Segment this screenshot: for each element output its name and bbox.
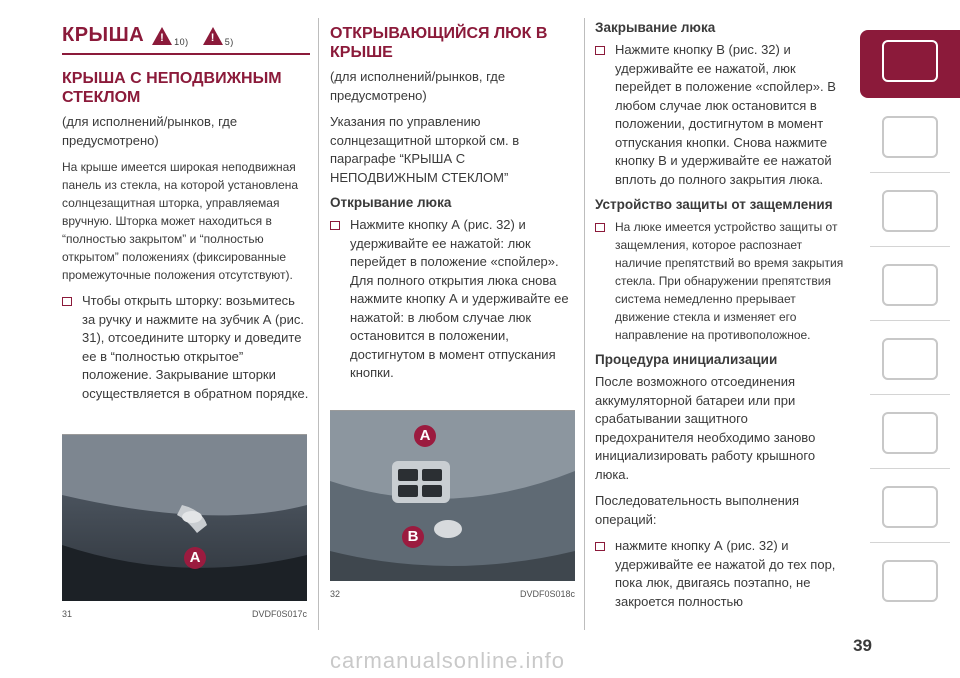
bullet-open-sunroof — [330, 216, 575, 383]
sidebar-divider — [870, 320, 950, 321]
sidebar-divider — [870, 394, 950, 395]
sidebar-item-car-info[interactable] — [860, 30, 960, 98]
main-title — [62, 24, 310, 47]
middle-column — [330, 24, 575, 391]
sidebar-item-safety[interactable] — [860, 106, 960, 166]
bullet-open-shade — [62, 292, 310, 403]
car-info-icon — [882, 40, 938, 82]
fixed-roof-description: На крыше имеется широкая неподвижная панель из стекла, на которой установлена солнцезащитная шторка, управляемая вручную. Шторка может находиться в “полностью закрытом” и “полностью открытом” положениях (фиксированные промежуточные положения отсутствуют). — [62, 160, 299, 282]
checkbox-bullet-icon — [595, 46, 605, 55]
specs-icon — [882, 412, 938, 454]
warning-ref-2: 5) — [224, 37, 234, 47]
anti-pinch-subheading: Устройство защиты от защемления — [595, 197, 833, 212]
index-icon — [882, 560, 938, 602]
sidebar-divider — [870, 246, 950, 247]
steering-wheel-icon — [882, 190, 938, 232]
sidebar-divider — [870, 172, 950, 173]
wrench-car-icon — [882, 338, 938, 380]
right-column — [595, 20, 845, 619]
sidebar-item-specs[interactable] — [860, 402, 960, 462]
bullet-text: нажмите кнопку А (рис. 32) и удерживайте ее нажатой до тех пор, пока люк, двигаясь поэтапно, не закроется полностью — [615, 538, 836, 609]
sunroof-heading: ОТКРЫВАЮЩИЙСЯ ЛЮК В КРЫШЕ — [330, 25, 548, 61]
bullet-text: На люке имеется устройство защиты от защемления, которое распознает наличие препятствий во время закрытия стекла. При обнаружении препятствия система немедленно прерывает движение стекла и изменяет его направление на противоположное. — [615, 220, 844, 342]
left-column — [62, 24, 310, 411]
column-divider — [318, 18, 319, 630]
sidebar-item-index[interactable] — [860, 550, 960, 610]
figure-code: DVDF0S018c — [519, 589, 575, 599]
figure-caption — [330, 589, 575, 599]
shade-reference-text: Указания по управлению солнцезащитной шторкой см. в параграфе “КРЫША С НЕПОДВИЖНЫМ СТЕКЛОМ” — [330, 114, 520, 185]
initialization-text: После возможного отсоединения аккумуляторной батареи или при срабатывании защитного предохранителя необходимо заново инициализировать работу крышного люка. — [595, 374, 816, 482]
airbag-seat-icon — [882, 116, 938, 158]
label-a: A — [184, 547, 206, 569]
sidebar-item-maintenance[interactable] — [860, 328, 960, 388]
roof-shade-image — [62, 435, 307, 601]
figure-number: 32 — [330, 589, 341, 599]
checkbox-bullet-icon — [330, 221, 340, 230]
sidebar-item-driving[interactable] — [860, 180, 960, 240]
bullet-text: Нажмите кнопку А (рис. 32) и удерживайте ее нажатой: люк перейдет в положение «спойлер». Для полного открытия люка снова нажмите кнопку А и удерживайте ее нажатой: в любом случае люк остановится в положении, достигнутом в момент отпускания кнопки. — [350, 217, 569, 380]
sidebar-item-warnings[interactable] — [860, 254, 960, 314]
sidebar-divider — [870, 468, 950, 469]
sunroof-buttons-image — [330, 411, 575, 581]
figure-caption — [62, 609, 307, 619]
opening-subheading: Открывание люка — [330, 195, 452, 210]
figure-number: 31 — [62, 609, 73, 619]
sequence-text: Последовательность выполнения операций: — [595, 493, 800, 527]
car-warning-icon — [882, 264, 938, 306]
bullet-initialization — [595, 537, 845, 611]
multimedia-icon — [882, 486, 938, 528]
fixed-glass-roof-heading: КРЫША С НЕПОДВИЖНЫМ СТЕКЛОМ — [62, 70, 282, 106]
warning-icon: ! — [152, 27, 172, 45]
sidebar-divider — [870, 542, 950, 543]
initialization-subheading: Процедура инициализации — [595, 352, 778, 367]
main-title-text: КРЫША — [62, 24, 145, 46]
bullet-text: Нажмите кнопку В (рис. 32) и удерживайте ее нажатой, люк перейдет в положение «спойлер». В любом случае люк остановится в положении, достигнутом в момент отпускания кнопки. Снова нажмите кнопку В и удерживайте ее нажатой вплоть до полного закрытия люка. — [615, 42, 836, 187]
checkbox-bullet-icon — [595, 542, 605, 551]
label-b: B — [402, 526, 424, 548]
page-number: 39 — [853, 636, 872, 655]
sidebar-item-multimedia[interactable] — [860, 476, 960, 536]
caution-icon: ! — [203, 27, 223, 45]
warning-ref-1: 10) — [174, 37, 189, 47]
label-a: A — [414, 425, 436, 447]
column-divider — [584, 18, 585, 630]
availability-note: (для исполнений/рынков, где предусмотрено) — [330, 69, 506, 103]
figure-code: DVDF0S017c — [251, 609, 307, 619]
checkbox-bullet-icon — [62, 297, 72, 306]
bullet-text: Чтобы открыть шторку: возьмитесь за ручку и нажмите на зубчик А (рис. 31), отсоедините шторку и доведите ее в “полностью открытое” положение. Закрывание шторки осуществляется в обратном порядке. — [82, 293, 309, 401]
bullet-close-sunroof — [595, 41, 845, 189]
figure-31 — [62, 434, 307, 619]
watermark: carmanualsonline.info — [330, 648, 566, 673]
closing-subheading: Закрывание люка — [595, 20, 716, 35]
title-rule — [62, 53, 310, 55]
bullet-anti-pinch — [595, 218, 845, 344]
availability-note: (для исполнений/рынков, где предусмотрено) — [62, 114, 238, 148]
figure-32 — [330, 410, 575, 599]
checkbox-bullet-icon — [595, 223, 605, 232]
